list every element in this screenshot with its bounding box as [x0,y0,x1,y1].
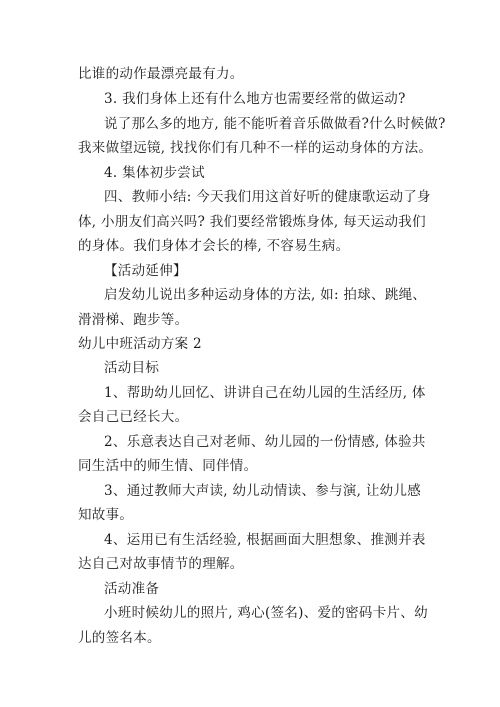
text-line: 四、教师小结: 今天我们用这首好听的健康歌运动了身 [104,189,431,205]
text-line: 儿的签名本。 [78,630,161,646]
section-title: 幼儿中班活动方案 2 [78,336,202,352]
text-line: 3. 我们身体上还有什么地方也需要经常的做运动? [104,91,406,107]
section-heading: 活动目标 [104,360,160,376]
text-line: 的身体。我们身体才会长的棒, 不容易生病。 [78,238,350,254]
text-line: 会自己已经长大。 [78,409,189,425]
section-heading: 活动准备 [104,581,160,597]
text-line: 启发幼儿说出多种运动身体的方法, 如: 拍球、跳绳、 [104,287,427,303]
section-heading: 【活动延伸】 [104,263,187,279]
text-line: 3、通过教师大声读, 幼儿动情读、参与演, 让幼儿感 [104,483,422,499]
text-line: 我来做望远镜, 找找你们有几种不一样的运动身体的方法。 [78,140,433,156]
text-line: 2、乐意表达自己对老师、幼儿园的一份情感, 体验共 [104,434,426,450]
text-line: 知故事。 [78,507,134,523]
text-line: 达自己对故事情节的理解。 [78,556,244,572]
text-line: 4. 集体初步尝试 [104,165,205,181]
text-line: 比谁的动作最漂亮最有力。 [78,66,244,82]
text-line: 滑滑梯、跑步等。 [78,312,189,328]
text-line: 说了那么多的地方, 能不能听着音乐做做看?什么时候做? [104,116,446,132]
text-line: 同生活中的师生情、同伴情。 [78,458,258,474]
text-line: 体, 小朋友们高兴吗? 我们要经常锻炼身体, 每天运动我们 [78,214,426,230]
text-line: 1、帮助幼儿回忆、讲讲自己在幼儿园的生活经历, 体 [104,385,426,401]
text-line: 小班时候幼儿的照片, 鸡心(签名)、爱的密码卡片、幼 [104,605,428,621]
text-line: 4、运用已有生活经验, 根据画面大胆想象、推测并表 [104,532,426,548]
